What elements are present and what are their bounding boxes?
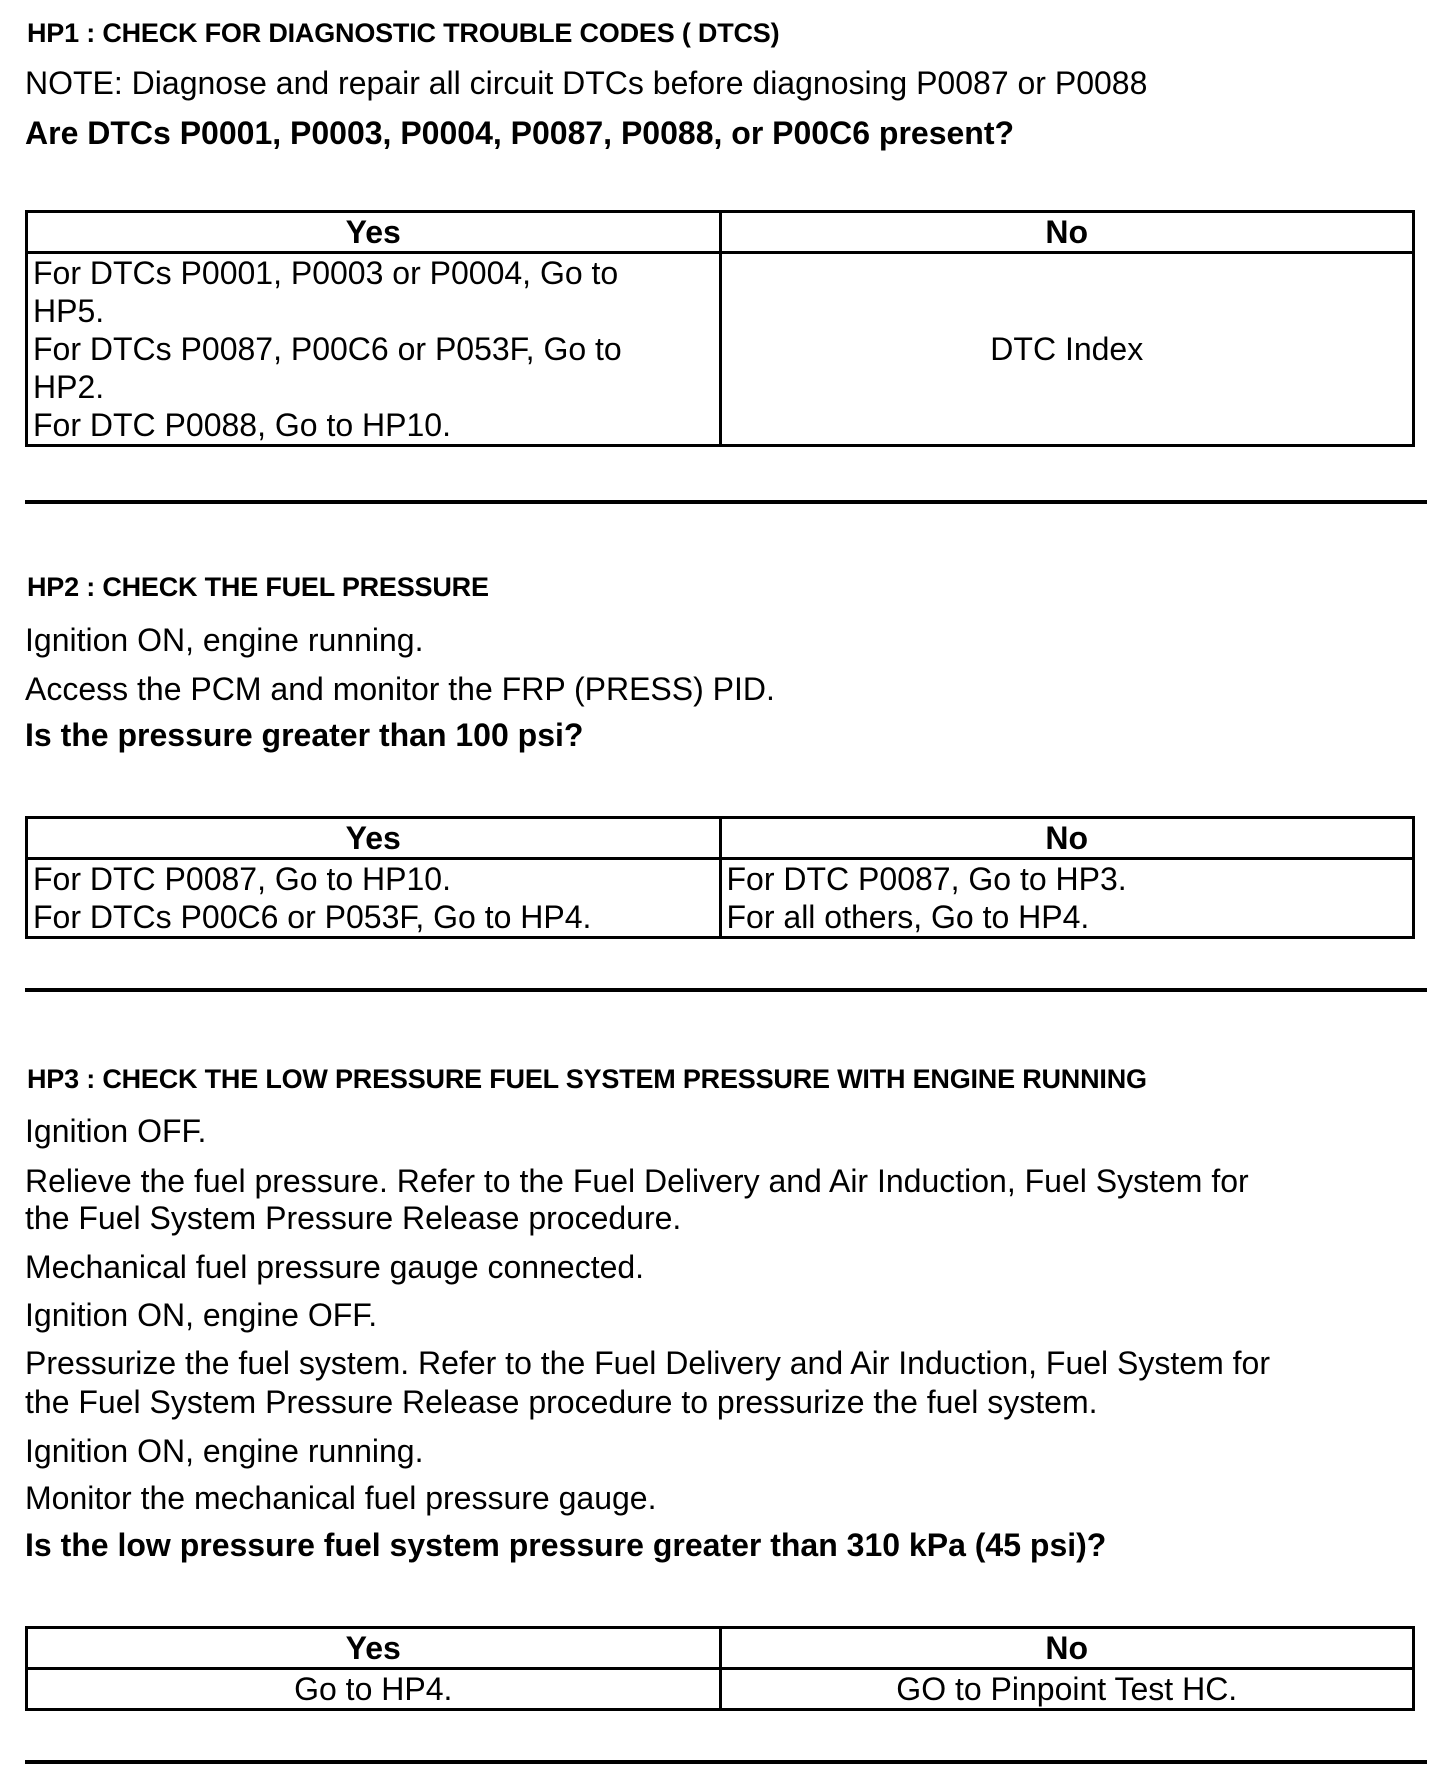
hp3-no-header: No [720, 1628, 1414, 1669]
hp3-step: Monitor the mechanical fuel pressure gauge. [25, 1480, 657, 1516]
hp3-no-cell: GO to Pinpoint Test HC. [720, 1669, 1414, 1710]
hp2-no-header: No [720, 818, 1414, 859]
hp1-heading: HP1 : CHECK FOR DIAGNOSTIC TROUBLE CODES ( DTCS) [27, 18, 780, 48]
hp3-step-continued: the Fuel System Pressure Release procedure to pressurize the fuel system. [25, 1384, 1098, 1420]
hp1-yes-line: HP2. [33, 369, 105, 405]
hp3-yes-header: Yes [27, 1628, 721, 1669]
section-divider [25, 1760, 1427, 1764]
hp3-step: Ignition OFF. [25, 1113, 207, 1149]
hp3-question: Is the low pressure fuel system pressure greater than 310 kPa (45 psi)? [25, 1527, 1107, 1563]
hp1-question: Are DTCs P0001, P0003, P0004, P0087, P0088, or P00C6 present? [25, 115, 1015, 151]
hp1-no-cell: DTC Index [720, 253, 1414, 446]
hp1-yes-line: For DTCs P0087, P00C6 or P053F, Go to [33, 331, 622, 367]
hp3-step-continued: the Fuel System Pressure Release procedure. [25, 1200, 682, 1236]
hp1-note: NOTE: Diagnose and repair all circuit DTCs before diagnosing P0087 or P0088 [25, 65, 1148, 101]
hp2-no-line: For DTC P0087, Go to HP3. [726, 861, 1127, 897]
hp3-step: Ignition ON, engine running. [25, 1433, 424, 1469]
hp2-decision-table [25, 816, 1415, 939]
hp1-yes-line: HP5. [33, 293, 105, 329]
hp3-heading: HP3 : CHECK THE LOW PRESSURE FUEL SYSTEM PRESSURE WITH ENGINE RUNNING [27, 1064, 1147, 1094]
hp1-yes-header: Yes [27, 212, 721, 253]
hp3-step: Relieve the fuel pressure. Refer to the Fuel Delivery and Air Induction, Fuel System for [25, 1163, 1249, 1199]
hp2-question: Is the pressure greater than 100 psi? [25, 717, 584, 753]
hp3-yes-cell: Go to HP4. [27, 1669, 721, 1710]
hp2-no-line: For all others, Go to HP4. [726, 899, 1090, 935]
section-divider [25, 988, 1427, 992]
hp2-yes-header: Yes [27, 818, 721, 859]
hp2-yes-line: For DTC P0087, Go to HP10. [33, 861, 451, 897]
hp1-no-header: No [720, 212, 1414, 253]
hp1-decision-table [25, 210, 1415, 447]
hp3-step: Mechanical fuel pressure gauge connected. [25, 1249, 645, 1285]
hp2-yes-line: For DTCs P00C6 or P053F, Go to HP4. [33, 899, 592, 935]
hp2-yes-cell [27, 859, 721, 938]
hp2-no-cell [720, 859, 1414, 938]
hp1-yes-line: For DTC P0088, Go to HP10. [33, 407, 451, 443]
hp1-yes-cell [27, 253, 721, 446]
hp3-step: Pressurize the fuel system. Refer to the Fuel Delivery and Air Induction, Fuel System for [25, 1345, 1270, 1381]
section-divider [25, 500, 1427, 504]
hp3-step: Ignition ON, engine OFF. [25, 1297, 378, 1333]
hp2-step: Access the PCM and monitor the FRP (PRESS) PID. [25, 671, 775, 707]
hp1-yes-line: For DTCs P0001, P0003 or P0004, Go to [33, 255, 619, 291]
hp2-step: Ignition ON, engine running. [25, 622, 424, 658]
hp2-heading: HP2 : CHECK THE FUEL PRESSURE [27, 572, 489, 602]
hp3-decision-table [25, 1626, 1415, 1711]
